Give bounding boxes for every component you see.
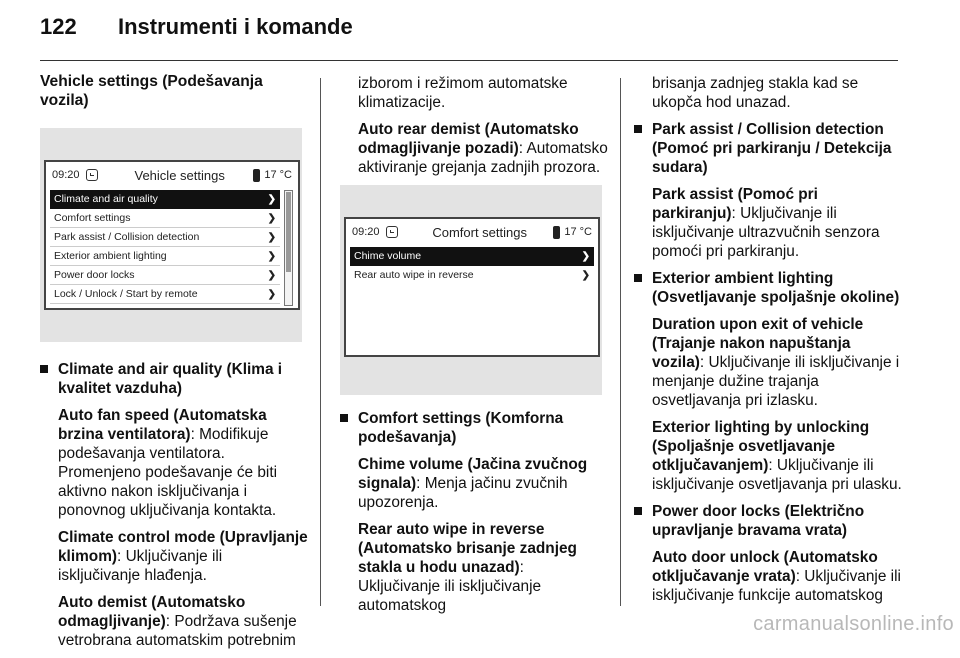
- header-rule: [40, 60, 898, 61]
- temperature-value: 17 °C: [564, 225, 592, 238]
- section-title: Vehicle settings (Podešavanja vozila): [40, 73, 263, 109]
- menu-item-rear-auto-wipe[interactable]: Rear auto wipe in reverse ❯: [350, 266, 594, 285]
- clock-icon: [386, 226, 398, 238]
- bullet-park-assist: Park assist / Collision detection (Pomoć pri parkiranju / Detekcija sudara): [634, 120, 904, 177]
- page-title: Instrumenti i komande: [118, 14, 353, 39]
- para-continued: brisanja zadnjeg stakla kad se ukopča hod unazad.: [652, 75, 859, 111]
- bullet-square-icon: [340, 414, 348, 422]
- para-lighting-unlock: Exterior lighting by unlocking (Spoljašnje osvetljavanje otključavanjem): Uključivanje ili isključivanje osvetljavanja pri ulasku.: [652, 419, 902, 493]
- bullet-climate: Climate and air quality (Klima i kvalitet vazduha): [40, 360, 308, 398]
- para-climate-control: Climate control mode (Upravljanje klimom): Uključivanje ili isključivanje hlađenja.: [58, 529, 308, 584]
- menu-item-remote[interactable]: Lock / Unlock / Start by remote ❯: [50, 285, 280, 304]
- bullet-square-icon: [634, 274, 642, 282]
- temperature-value: 17 °C: [264, 168, 292, 181]
- menu-item-comfort[interactable]: Comfort settings ❯: [50, 209, 280, 228]
- comfort-settings-figure: [340, 185, 602, 395]
- screen-temperature: [553, 223, 592, 242]
- chevron-right-icon: ❯: [267, 212, 276, 224]
- screen-title: Comfort settings: [432, 224, 527, 240]
- screen-status-bar: [346, 219, 598, 245]
- screen-title: Vehicle settings: [134, 167, 225, 183]
- clock-icon: [86, 169, 98, 181]
- para-duration-exit: Duration upon exit of vehicle (Trajanje nakon napuštanja vozila): Uključivanje ili isključivanje i menjanje dužine trajanja osvetljavanja pri izlasku.: [652, 316, 900, 409]
- menu-list: [350, 247, 594, 285]
- menu-item-climate[interactable]: Climate and air quality ❯: [50, 190, 280, 209]
- screen-time: 09:20: [52, 168, 80, 181]
- para-auto-rear-demist: Auto rear demist (Automatsko odmagljivanje pozadi): Automatsko aktiviranje grejanja zadnjih prozora.: [358, 121, 608, 176]
- para-continued: izborom i režimom automatske klimatizacije.: [358, 75, 568, 111]
- bullet-power-door-locks: Power door locks (Električno upravljanje bravama vrata): [634, 502, 904, 540]
- thermometer-icon: [553, 226, 560, 239]
- screen-temperature: [253, 166, 292, 185]
- bullet-square-icon: [40, 365, 48, 373]
- chevron-right-icon: ❯: [267, 269, 276, 281]
- chevron-right-icon: ❯: [267, 231, 276, 243]
- para-park-assist: Park assist (Pomoć pri parkiranju): Uključivanje ili isključivanje ultrazvučnih senzora pomoći pri parkiranju.: [652, 186, 880, 260]
- vehicle-settings-figure: [40, 128, 302, 342]
- screen-status-bar: [46, 162, 298, 188]
- chevron-right-icon: ❯: [267, 288, 276, 300]
- scrollbar-thumb[interactable]: [286, 192, 291, 272]
- watermark: carmanualsonline.info: [753, 613, 954, 635]
- para-auto-door-unlock: Auto door unlock (Automatsko otključavanje vrata): Uključivanje ili isključivanje funkcije automatskog: [652, 549, 901, 604]
- para-rear-auto-wipe: Rear auto wipe in reverse (Automatsko brisanje zadnjeg stakla u hodu unazad): Uključivanje ili isključivanje automatskog: [358, 521, 577, 614]
- bullet-exterior-lighting: Exterior ambient lighting (Osvetljavanje spoljašnje okoline): [634, 269, 904, 307]
- vehicle-settings-screen: [44, 160, 300, 310]
- para-auto-demist: Auto demist (Automatsko odmagljivanje): Podržava sušenje vetrobrana automatskim potrebnim: [58, 594, 297, 649]
- chevron-right-icon: ❯: [267, 250, 276, 262]
- column-divider-2: [620, 78, 621, 606]
- menu-item-park-assist[interactable]: Park assist / Collision detection ❯: [50, 228, 280, 247]
- chevron-right-icon: ❯: [581, 250, 590, 262]
- chevron-right-icon: ❯: [267, 193, 276, 205]
- column-2: [340, 74, 608, 623]
- chevron-right-icon: ❯: [581, 270, 590, 281]
- menu-item-chime-volume[interactable]: Chime volume ❯: [350, 247, 594, 266]
- page-number: 122: [40, 14, 77, 39]
- bullet-square-icon: [634, 125, 642, 133]
- comfort-settings-screen: [344, 217, 600, 357]
- column-divider-1: [320, 78, 321, 606]
- menu-list: [50, 190, 280, 304]
- scrollbar[interactable]: [284, 190, 293, 306]
- para-chime-volume: Chime volume (Jačina zvučnog signala): Menja jačinu zvučnih upozorenja.: [358, 456, 588, 511]
- thermometer-icon: [253, 169, 260, 182]
- bullet-square-icon: [634, 507, 642, 515]
- column-1: [40, 72, 308, 658]
- menu-item-power-door-locks[interactable]: Power door locks ❯: [50, 266, 280, 285]
- menu-item-exterior-lighting[interactable]: Exterior ambient lighting ❯: [50, 247, 280, 266]
- para-auto-fan-speed: Auto fan speed (Automatska brzina ventilatora): Modifikuje podešavanja ventilatora. Promenjeno podešavanje će biti aktivno nakon isključivanja i ponovnog uključivanja kontakta.: [58, 407, 278, 519]
- bullet-comfort: Comfort settings (Komforna podešavanja): [340, 409, 608, 447]
- column-3: [634, 74, 904, 613]
- screen-time: 09:20: [352, 225, 380, 238]
